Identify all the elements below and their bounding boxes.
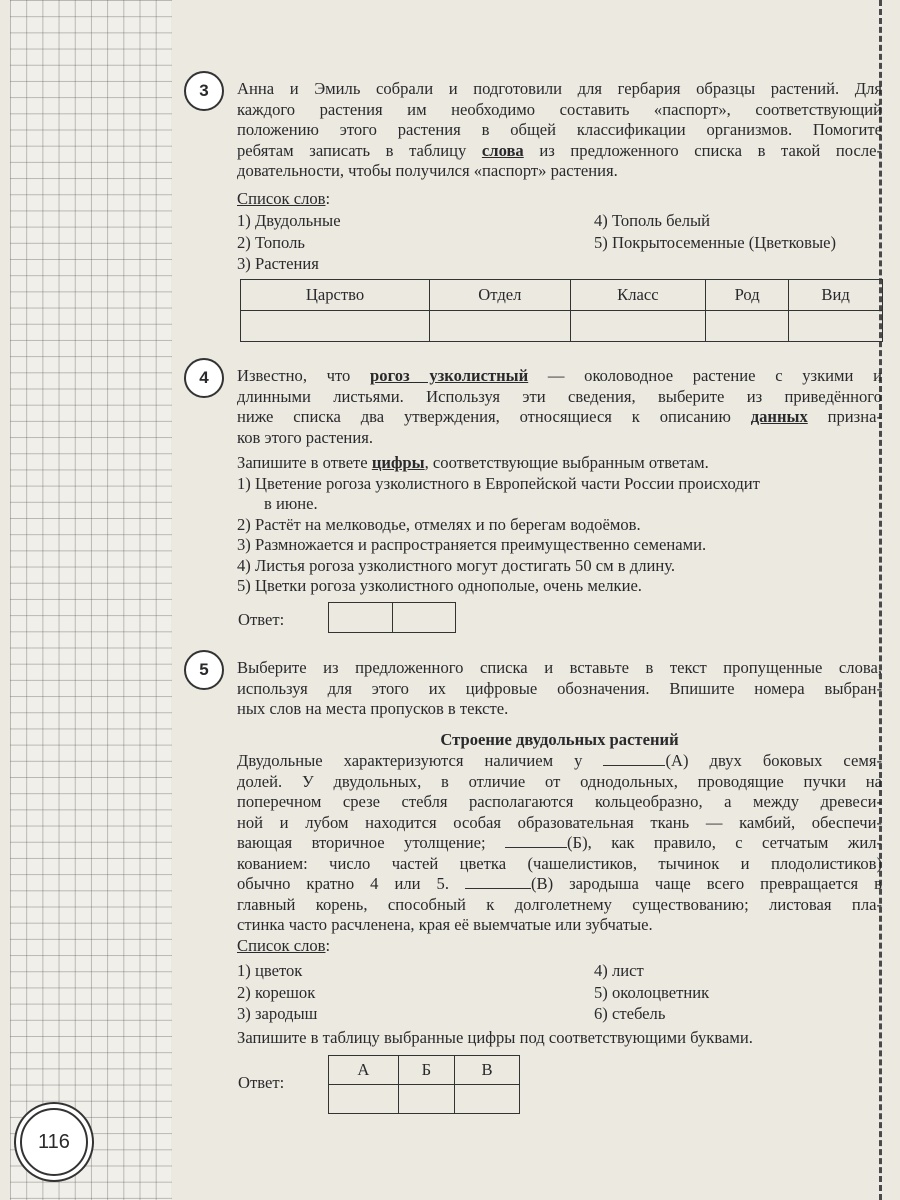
list-item: 4) Тополь белый (594, 211, 711, 230)
answer-cell[interactable] (329, 1085, 399, 1114)
option-2: 2) Растёт на мелководье, отмелях и по берегам водоёмов. (237, 514, 641, 534)
question-3-number: 3 (184, 71, 224, 111)
table-header: Б (398, 1056, 455, 1085)
q5-answer-table (328, 1055, 520, 1114)
list-item: 2) корешок (237, 982, 316, 1002)
q3-list-right (594, 210, 836, 253)
q3-list-title: Список слов: (237, 189, 331, 208)
blank-a[interactable] (603, 765, 665, 766)
question-3-text: Анна и Эмиль собрали и подготовили для гербария образцы растений. Для (237, 79, 882, 98)
table-header: В (455, 1056, 520, 1085)
question-4-text: Известно, что рогоз узколистный — околоводное растение с узкими и длинными листьями. Используя эти сведения, выберите из приведённого ниже списка два утверждения, относящиеся к описанию данных призна- ков этого растения. Запишите в ответе цифры, соответствующие выбранным ответам. 1) Цветение рогоза узколистного в Европейской части России происходит в июне. 2) Растёт на мелководье, отмелях и по берегам водоёмов. 3) Размножается и распространяется преимущественно семенами. 4) Листья рогоза узколистного могут достигать 50 см в длину. 5) Цветки рогоза узколистного однополые, очень мелкие. (237, 366, 882, 595)
answer-cell[interactable] (570, 311, 705, 342)
answer-cell[interactable] (706, 311, 789, 342)
answer-cell[interactable] (392, 603, 456, 633)
question-5-number: 5 (184, 650, 224, 690)
keyword-dannyh: данных (750, 407, 808, 426)
list-item: 2) Тополь (237, 232, 305, 252)
answer-cell[interactable] (455, 1085, 520, 1114)
question-3-body: каждого растения им необходимо составить «паспорт», соответствующий положению этого растения в общей классификации организмов. Помогите ребятам записать в таблицу слова из предложенного списка в такой после- довательности, чтобы получился «паспорт» растения. (237, 99, 882, 180)
list-item: 5) околоцветник (594, 982, 710, 1002)
question-4-number: 4 (184, 358, 224, 398)
option-4: 4) Листья рогоза узколистного могут достигать 50 см в длину. (237, 555, 676, 575)
answer-cell[interactable] (329, 603, 393, 633)
list-item: 6) стебель (594, 1004, 666, 1023)
list-item: 4) лист (594, 961, 644, 980)
q5-answer-label: Ответ: (238, 1073, 285, 1092)
q4-answer-boxes (328, 602, 456, 633)
table-header: Вид (789, 280, 883, 311)
q3-answer-table (240, 279, 883, 342)
option-1: 1) Цветение рогоза узколистного в Европейской части России происходит (237, 473, 760, 493)
answer-cell[interactable] (241, 311, 430, 342)
q3-list-left (237, 210, 341, 275)
list-item: 5) Покрытосеменные (Цветковые) (594, 232, 836, 252)
answer-cell[interactable] (398, 1085, 455, 1114)
q5-list-right (594, 960, 709, 1025)
page-number: 116 (20, 1108, 88, 1176)
q5-title: Строение двудольных растений (440, 730, 679, 749)
list-item: 1) Двудольные (237, 211, 341, 230)
list-item: 3) зародыш (237, 1004, 318, 1023)
table-header: Класс (570, 280, 705, 311)
table-header: Отдел (430, 280, 571, 311)
blank-v[interactable] (465, 888, 531, 889)
keyword-rogoz: рогоз узколистный (370, 366, 529, 385)
answer-cell[interactable] (430, 311, 571, 342)
keyword-slova: слова (481, 140, 524, 160)
q5-list-left (237, 960, 317, 1025)
q5-list-title: Список слов: (237, 936, 331, 955)
table-header: Царство (241, 280, 430, 311)
option-1-cont: в июне. (264, 494, 318, 513)
option-3: 3) Размножается и распространяется преимущественно семенами. (237, 535, 707, 554)
list-item: 3) Растения (237, 254, 319, 273)
answer-cell[interactable] (789, 311, 883, 342)
q5-instruction: Запишите в таблицу выбранные цифры под соответствующими буквами. (237, 1028, 753, 1047)
table-header: Род (706, 280, 789, 311)
list-item: 1) цветок (237, 961, 303, 980)
option-5: 5) Цветки рогоза узколистного однополые, очень мелкие. (237, 576, 642, 595)
grid-margin (10, 0, 172, 1200)
blank-b[interactable] (505, 847, 567, 848)
table-header: А (329, 1056, 399, 1085)
q5-passage: Двудольные характеризуются наличием у (А) двух боковых семя- долей. У двудольных, в отличие от однодольных, проводящие пучки на поперечном срезе стебля располагаются кольцеобразно, а между древеси- ной и лубом находится особая образовательная ткань — камбий, обеспечи- вающая вторичное утолщение; (Б), как правило, с сетчатым жил- кованием: число частей цветка (чашелистиков, тычинок и плодолистиков) обычно кратно 4 или 5. (В) зародыша чаще всего превращается в главный корень, способный к долголетнему существованию; листовая пла- стинка часто расчленена, края её выемчатые или зубчатые. (237, 751, 882, 934)
q4-answer-label: Ответ: (238, 610, 285, 629)
question-5-intro: Выберите из предложенного списка и вставьте в текст пропущенные слова, используя для этого их цифровые обозначения. Впишите номера выбран- ных слов на места пропусков в тексте. (237, 658, 882, 718)
keyword-cifry: цифры (371, 453, 425, 472)
